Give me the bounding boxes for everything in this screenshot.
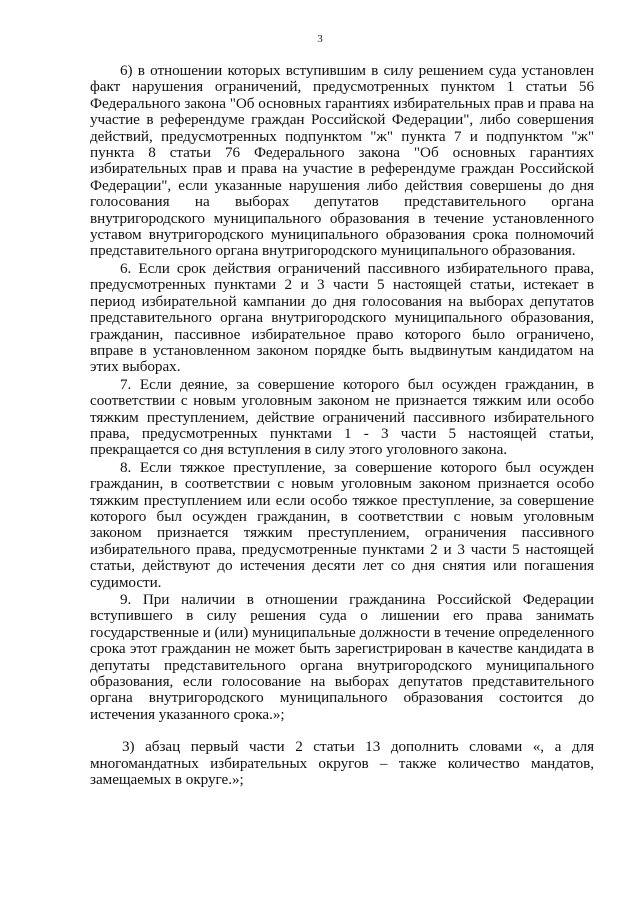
page-number: 3 (317, 33, 323, 45)
paragraph-point-7: 7. Если деяние, за совершение которого был осужден гражданин, в соответствии с новым уголовным законом не признается тяжким или особо тяжким преступлением, действие ограничений пассивного избирательного права, предусмотренных пунктами 1 - 3 части 5 настоящей статьи, прекращается со дня вступления в силу этого уголовного закона. (90, 375, 594, 459)
paragraph-item-6: 6) в отношении которых вступившим в силу решением суда установлен факт нарушения ограничений, предусмотренных пунктом 1 статьи 56 Федерального закона "Об основных гарантиях избирательных прав и права на участие в референдуме граждан Российской Федерации", либо совершения действий, предусмотренных подпунктом "ж" пункта 7 и подпунктом "ж" пункта 8 статьи 76 Федерального закона "Об основных гарантиях избирательных прав и права на участие в референдуме граждан Российской Федерации", если указанные нарушения либо действия совершены до дня голосования на выборах депутатов представительного органа внутригородского муниципального образования в течение установленного уставом внутригородского муниципального образования срока полномочий представительного органа внутригородского муниципального образования. (90, 62, 594, 260)
paragraph-point-8: 8. Если тяжкое преступление, за совершение которого был осужден гражданин, в соответствии с новым уголовным законом признается особо тяжким преступлением или если особо тяжкое преступление, за совершение которого был осужден гражданин, в соответствии с новым уголовным законом признается тяжким преступлением, ограничения пассивного избирательного права, предусмотренные пунктами 2 и 3 части 5 настоящей статьи, действуют до истечения десяти лет со дня снятия или погашения судимости. (90, 458, 594, 591)
paragraph-point-9: 9. При наличии в отношении гражданина Российской Федерации вступившего в силу решения суда о лишении его права занимать государственные и (или) муниципальные должности в течение определенного срока этот гражданин не может быть зарегистрирован в качестве кандидата в депутаты представительного органа внутригородского муниципального образования, если голосование на выборах депутатов представительного органа внутригородского муниципального образования состоится до истечения указанного срока.»; (90, 591, 594, 723)
paragraph-point-6: 6. Если срок действия ограничений пассивного избирательного права, предусмотренных пунктами 2 и 3 части 5 настоящей статьи, истекает в период избирательной кампании до дня голосования на выборах депутатов представительного органа внутригородского муниципального образования, гражданин, пассивное избирательное право которого было ограничено, вправе в установленном законом порядке быть выдвинутым кандидатом на этих выборах. (90, 259, 594, 376)
document-body (90, 63, 594, 788)
paragraph-amendment-3: 3) абзац первый части 2 статьи 13 дополнить словами «, а для многомандатных избирательных округов – также количество мандатов, замещаемых в округе.»; (90, 738, 594, 789)
